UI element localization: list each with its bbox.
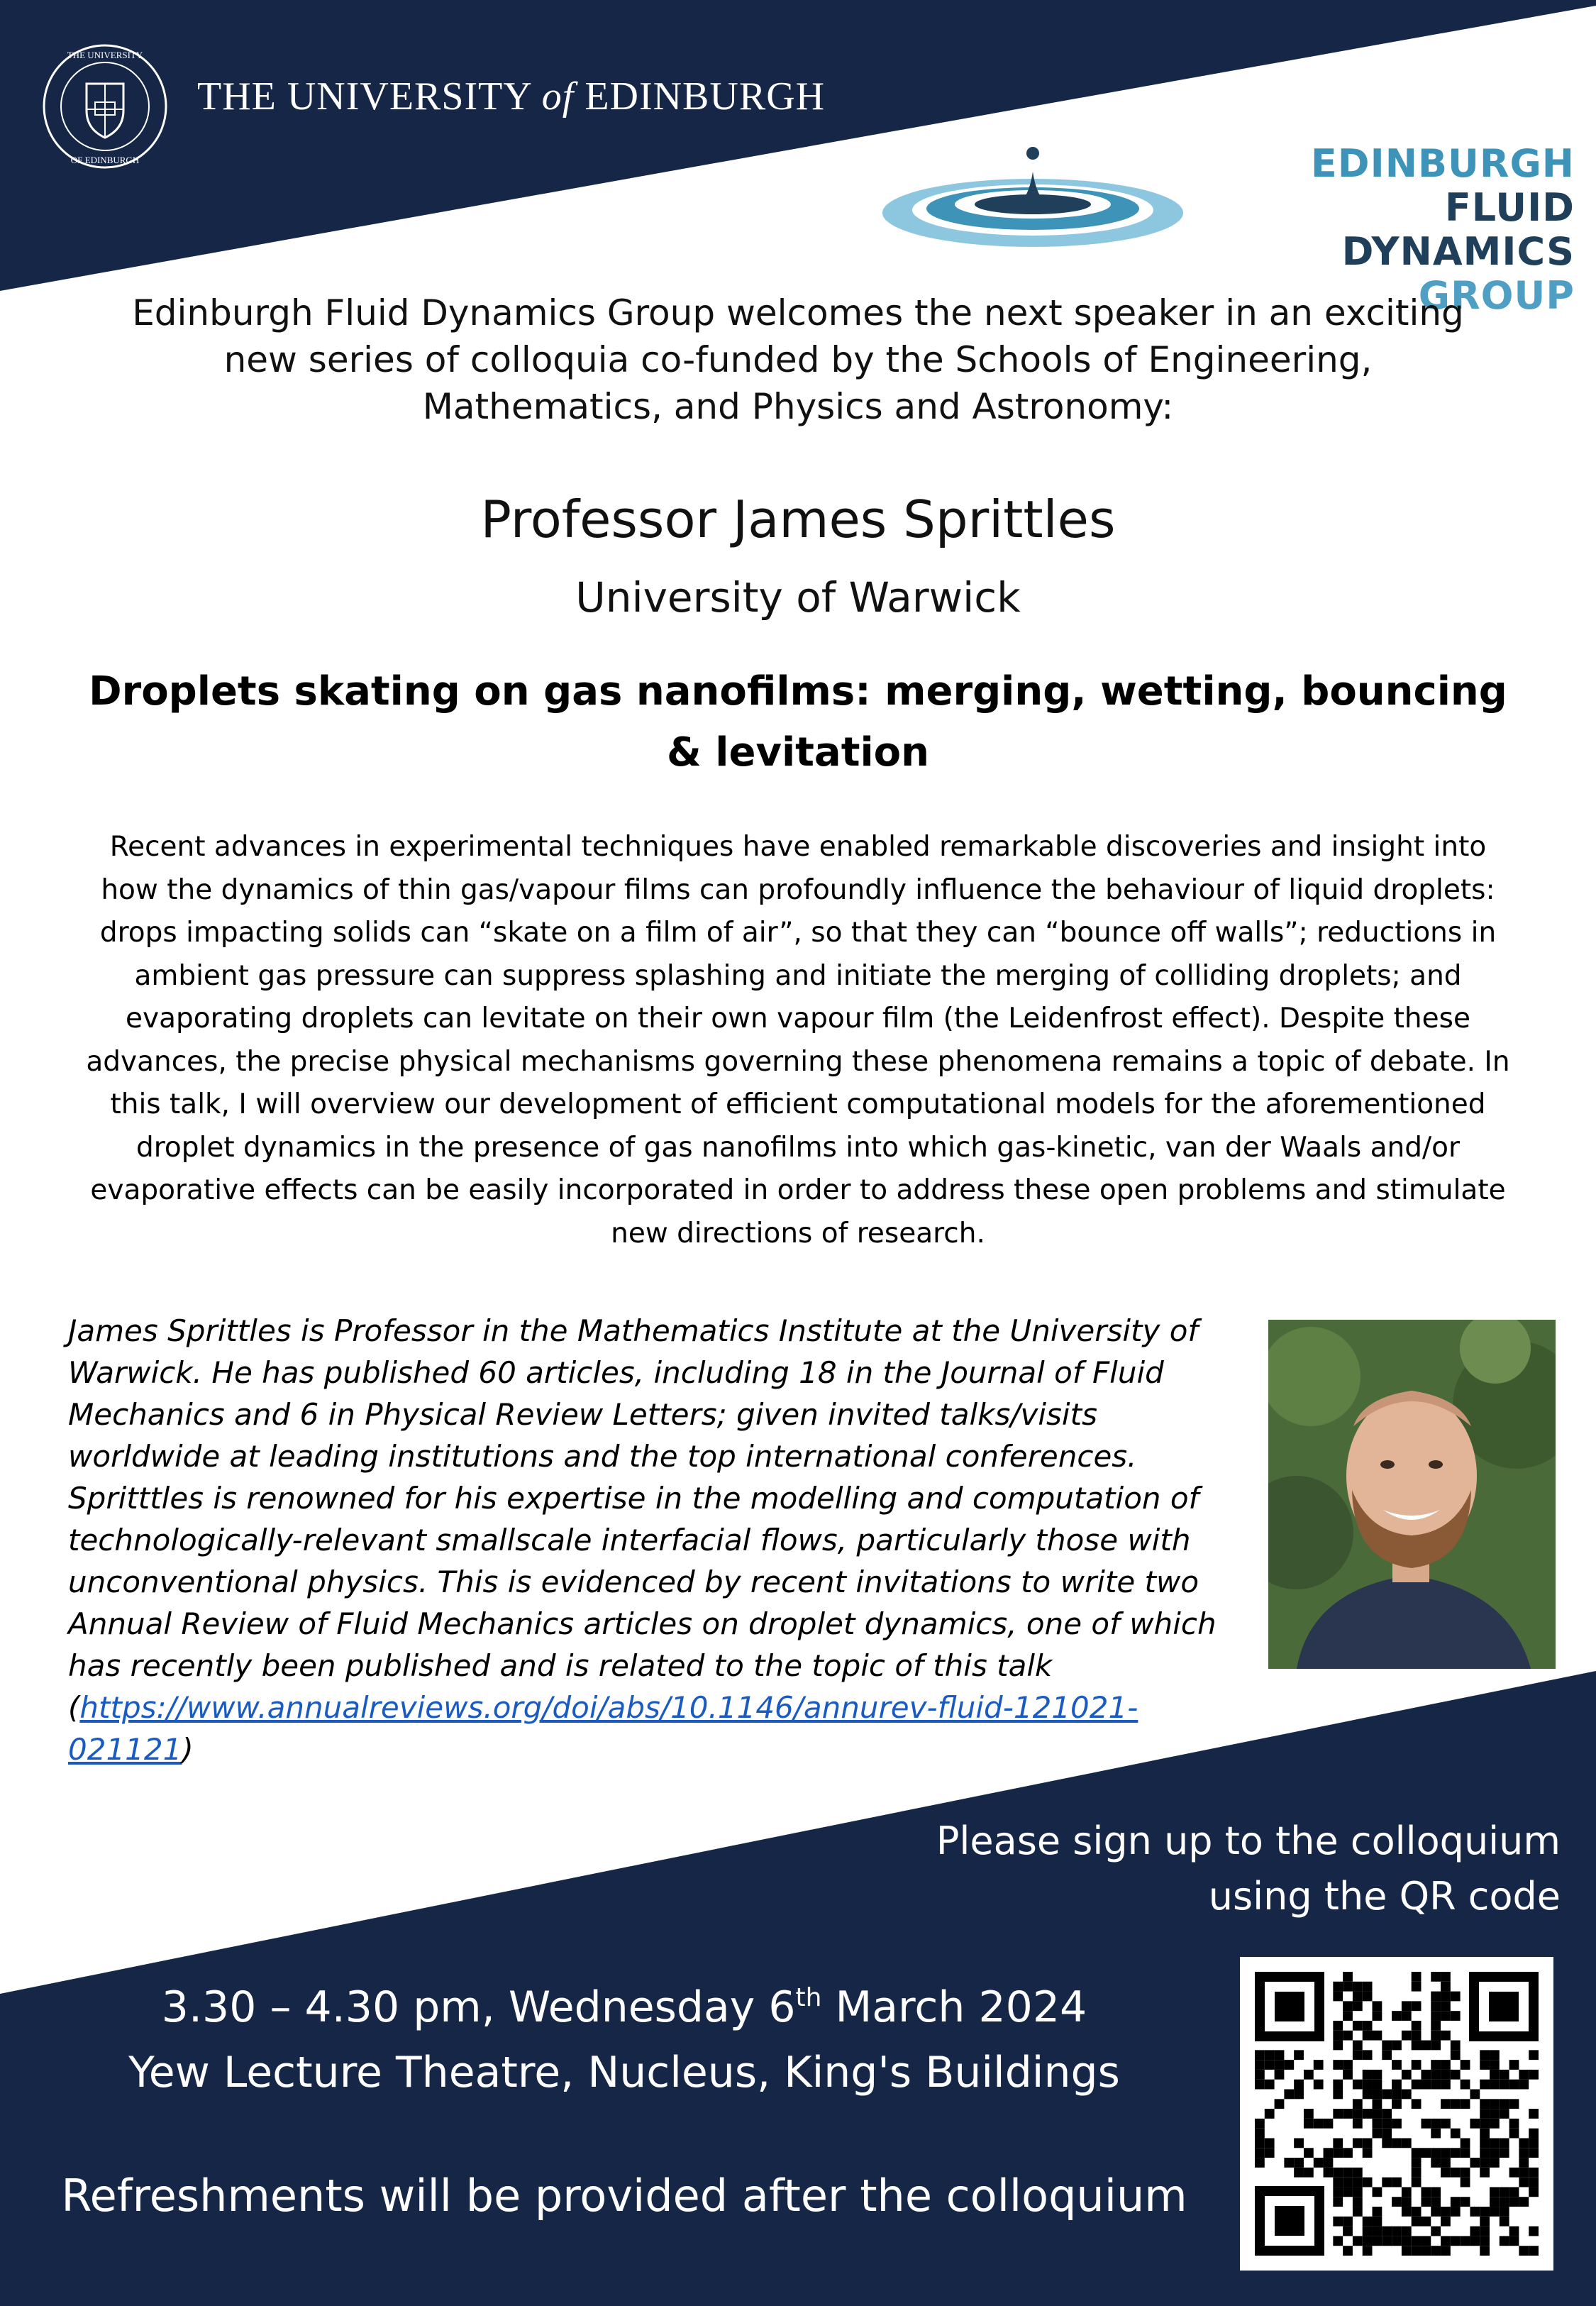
droplet-ripple-logo-icon: [877, 139, 1189, 253]
svg-text:OF EDINBURGH: OF EDINBURGH: [70, 155, 140, 165]
university-crest-icon: [41, 43, 169, 170]
bio-text: James Sprittles is Professor in the Mathematics Institute at the University of Warwick. He has published 60 articles, including 18 in the Journal of Fluid Mechanics and 6 in Physical Review Letters; given invited talks/visits worldwide at leading institutions and the top international conferences. Spritttles is renowned for his expertise in the modelling and computation of technologically-relevant smallscale interfacial flows, particularly those with unconventional physics. This is evidenced by recent invitations to write two Annual Review of Fluid Mechanics articles on droplet dynamics, one of which has recently been published and is related to the topic of this talk (: [68, 1313, 1217, 1725]
intro-paragraph: [106, 289, 1490, 430]
event-time: 3.30 – 4.30 pm, Wednesday 6th March 2024: [161, 1982, 1087, 2032]
refreshments-note: Refreshments will be provided after the colloquium: [61, 2170, 1187, 2222]
speaker-bio: [68, 1310, 1231, 1770]
group-logo-line-2: FLUID DYNAMICS: [1341, 185, 1575, 274]
signup-line-1: Please sign up to the colloquium: [936, 1819, 1561, 1863]
speaker-photo: [1268, 1320, 1556, 1669]
speaker-name: Professor James Sprittles: [480, 490, 1116, 549]
event-details: [57, 1975, 1192, 2105]
signup-note: [816, 1814, 1561, 1924]
svg-text:THE UNIVERSITY: THE UNIVERSITY: [67, 50, 143, 60]
bio-link[interactable]: https://www.annualreviews.org/doi/abs/10.1146/annurev-fluid-121021-021121: [68, 1690, 1138, 1767]
signup-line-2: using the QR code: [1208, 1874, 1561, 1919]
bio-close: ): [182, 1732, 194, 1767]
speaker-affiliation: University of Warwick: [575, 573, 1021, 622]
group-logo-line-3: GROUP: [1418, 273, 1575, 318]
group-logo-line-1: EDINBURGH: [1310, 141, 1575, 186]
intro-rest: welcomes the next speaker in an exciting new series of colloquia co-funded by the Schools of Engineering, Mathematics, and Physics and Astronomy:: [223, 292, 1464, 427]
event-venue: Yew Lecture Theatre, Nucleus, King's Buildings: [128, 2048, 1120, 2097]
intro-lead: Edinburgh Fluid Dynamics Group: [132, 292, 716, 333]
qr-code-icon[interactable]: [1240, 1957, 1553, 2271]
talk-title: Droplets skating on gas nanofilms: merging, wetting, bouncing & levitation: [89, 668, 1507, 776]
university-name: THE UNIVERSITY of EDINBURGH: [197, 75, 826, 118]
talk-abstract: Recent advances in experimental techniques have enabled remarkable discoveries and insight into how the dynamics of thin gas/vapour films can profoundly influence the behaviour of liquid droplets: drops impacting solids can “skate on a film of air”, so that they can “bounce off walls”; reductions in ambient gas pressure can suppress splashing and initiate the merging of colliding droplets; and evaporating droplets can levitate on their own vapour film (the Leidenfrost effect). Despite these advances, the precise physical mechanisms governing these phenomena remains a topic of debate. In this talk, I will overview our development of efficient computational models for the aforementioned droplet dynamics in the presence of gas nanofilms into which gas-kinetic, van der Waals and/or evaporative effects can be easily incorporated in order to address these open problems and stimulate new directions of research.: [86, 831, 1510, 1249]
